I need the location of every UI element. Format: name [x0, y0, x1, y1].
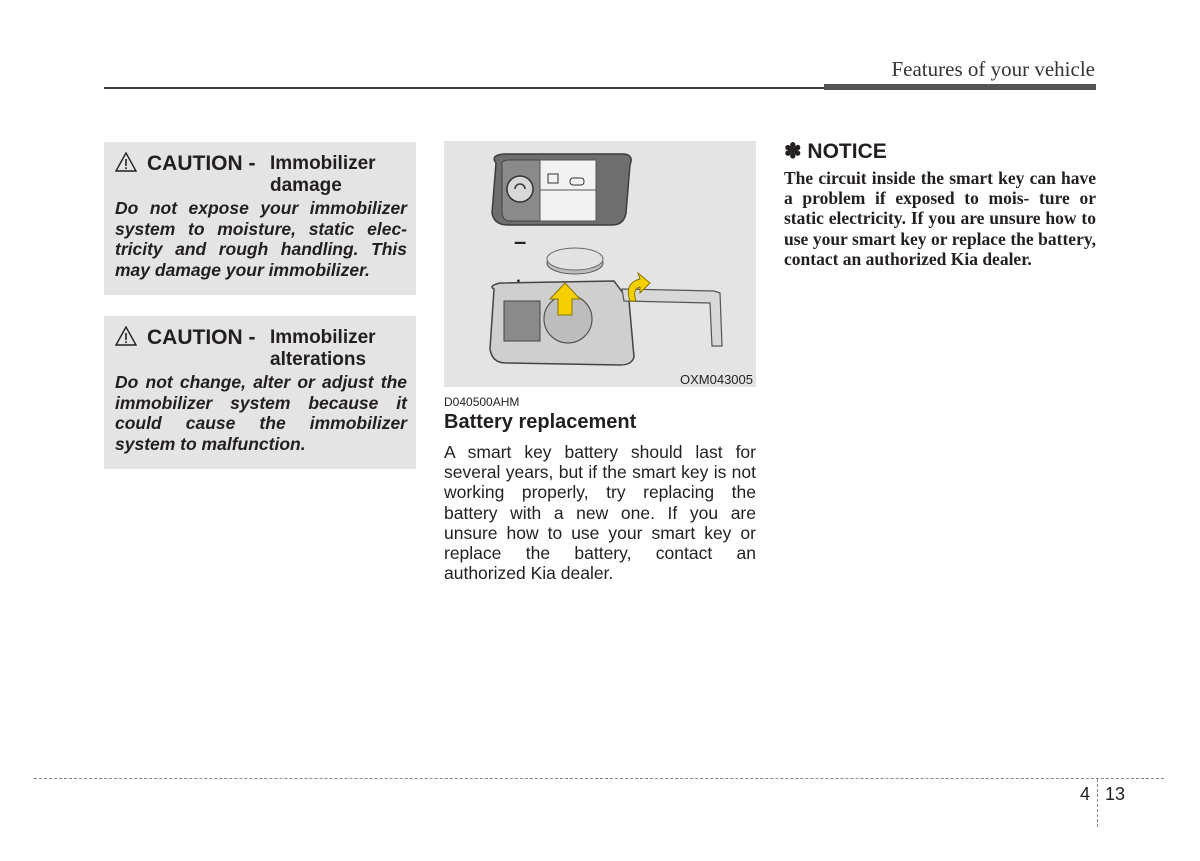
notice-body: The circuit inside the smart key can have a problem if exposed to mois- ture or static electricity. If you are unsure how to use your smart key or replace the battery, contact an authorized Kia dealer.: [784, 168, 1096, 269]
caution-subject-line1: Immobilizer: [270, 327, 376, 348]
section-body: A smart key battery should last for several years, but if the smart key is not working properly, try replacing the battery with a new one. If you are unsure how to use your smart key or replace the battery, contact an authorized Kia dealer.: [444, 442, 756, 584]
notice-title: ✽ NOTICE: [784, 140, 887, 163]
page-number: 13: [1105, 784, 1126, 804]
caution-body: Do not expose your immobilizer system to moisture, static elec- tricity and rough handling. This may damage your immobilizer.: [115, 198, 407, 280]
caution-label: CAUTION -: [147, 326, 256, 349]
warning-triangle-icon: [115, 152, 137, 172]
chapter-number: 4: [1080, 784, 1091, 804]
caution-subject-line2: damage: [270, 175, 342, 196]
smart-key-illustration: [444, 141, 756, 387]
footer-rule: [34, 778, 1164, 779]
caution-heading: [115, 326, 407, 372]
minus-sign: –: [514, 229, 527, 254]
header-rule-accent: [824, 84, 1096, 90]
caution-box-immobilizer-damage: [104, 142, 416, 295]
section-code: D040500AHM: [444, 395, 520, 409]
footer-divider: [1097, 779, 1098, 827]
caution-label: CAUTION -: [147, 152, 256, 175]
caution-box-immobilizer-alterations: [104, 316, 416, 469]
caution-subject-line1: Immobilizer: [270, 153, 376, 174]
warning-triangle-icon: [115, 326, 137, 346]
smart-key-battery-figure: [444, 141, 756, 387]
section-title: Battery replacement: [444, 411, 637, 433]
header-title: Features of your vehicle: [891, 57, 1095, 81]
caution-subject: [270, 153, 400, 197]
caution-subject-line2: alterations: [270, 349, 367, 370]
caution-subject: [270, 327, 400, 371]
figure-code: OXM043005: [680, 372, 753, 387]
caution-body: Do not change, alter or adjust the immobilizer system because it could cause the immobilizer system to malfunction.: [115, 372, 407, 454]
caution-heading: [115, 152, 407, 198]
